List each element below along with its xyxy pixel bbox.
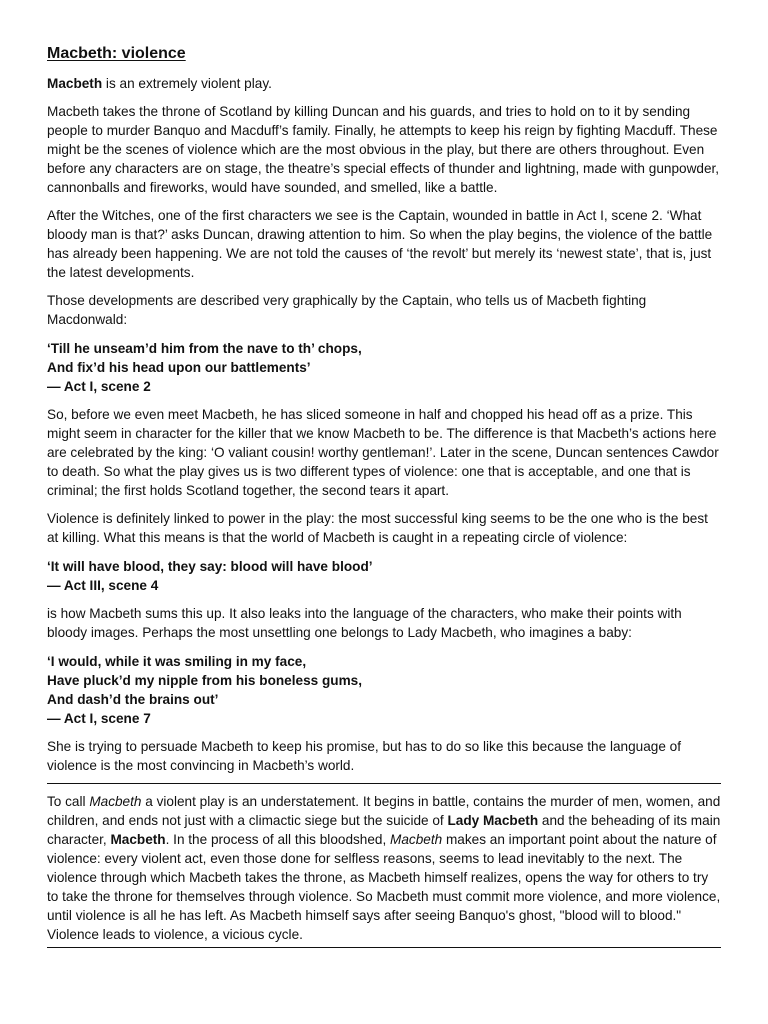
summary-play-title-1: Macbeth: [89, 794, 142, 809]
summary-macbeth: Macbeth: [110, 832, 166, 847]
summary-text-3: and the beheading of its main character,: [47, 813, 721, 847]
quote-1-citation: — Act I, scene 2: [47, 379, 151, 394]
paragraph-1: Macbeth takes the throne of Scotland by killing Duncan and his guards, and tries to hold on to it by sending people to murder Banquo and Macduff’s family. Finally, he attempts to keep his reign by fighting Macduff. These might be the scenes of violence which are the most obvious in the play, but there are others throughout. Even before any characters are on stage, the theatre’s special effects of thunder and lightning, made with gunpowder, cannonballs and fireworks, would have sounded, and smelled, like a battle.: [47, 104, 720, 195]
summary-text-4: . In the process of all this bloodshed,: [165, 832, 391, 847]
summary-text-5: makes an important point about the nature of violence: every violent act, even those done for selfless reasons, seems to lead inevitably to the next. The violence through which Macbeth takes the throne, as Macbeth himself realizes, opens the way for others to try to take the throne for themselves through violence. So Macbeth must commit more violence, and more violence, until violence is all he has left. As Macbeth himself says after seeing Banquo's ghost, "blood will to blood." Violence leads to violence, a vicious cycle.: [47, 832, 721, 942]
intro-text: is an extremely violent play.: [102, 76, 272, 91]
paragraph-5: Violence is definitely linked to power in the play: the most successful king seems to be the one who is the best at killing. What this means is that the world of Macbeth is caught in a repeating circle of violence:: [47, 511, 708, 545]
quote-block-2: [47, 557, 721, 595]
paragraph-4: So, before we even meet Macbeth, he has sliced someone in half and chopped his head off as a prize. This might seem in character for the killer that we know Macbeth to be. The difference is that Macbeth’s actions here are celebrated by the king: ‘O valiant cousin! worthy gentleman!’. Later in the scene, Duncan sentences Cawdor to death. So what the play gives us is two different types of violence: one that is acceptable, and one that is criminal; the first holds Scotland together, the second tears it apart.: [47, 407, 719, 498]
quote-3-line-1: ‘I would, while it was smiling in my face,: [47, 654, 307, 669]
section-divider: [47, 783, 721, 784]
summary-lady-macbeth: Lady Macbeth: [447, 813, 539, 828]
quote-3-line-2: Have pluck’d my nipple from his boneless gums,: [47, 673, 362, 688]
paragraph-2: After the Witches, one of the first characters we see is the Captain, wounded in battle in Act I, scene 2. ‘What bloody man is that?’ asks Duncan, drawing attention to him. So when the play begins, the violence of the battle has already been happening. We are not told the causes of ‘the revolt’ but merely its ‘newest state’, that is, just the latest developments.: [47, 208, 713, 280]
quote-3-line-3: And dash’d the brains out’: [47, 692, 219, 707]
intro-bold-title: Macbeth: [47, 76, 103, 91]
quote-1-line-1: ‘Till he unseam’d him from the nave to th’ chops,: [47, 341, 362, 356]
paragraph-3: Those developments are described very graphically by the Captain, who tells us of Macbeth fighting Macdonwald:: [47, 293, 647, 327]
summary-text-2: a violent play is an understatement. It begins in battle, contains the murder of men, women, and children, and ends not just with a climactic siege but the suicide of: [47, 794, 721, 828]
bottom-divider: [47, 947, 721, 948]
paragraph-6: is how Macbeth sums this up. It also leaks into the language of the characters, who make their points with bloody images. Perhaps the most unsettling one belongs to Lady Macbeth, who imagines a baby:: [47, 606, 682, 640]
summary-text-1: To call: [47, 794, 90, 809]
quote-1-line-2: And fix’d his head upon our battlements’: [47, 360, 311, 375]
paragraph-7: She is trying to persuade Macbeth to keep his promise, but has to do so like this because the language of violence is the most convincing in Macbeth’s world.: [47, 739, 682, 773]
summary-paragraph: [47, 792, 721, 944]
page-title: Macbeth: violence: [47, 45, 186, 62]
intro-paragraph: [47, 74, 721, 93]
summary-play-title-2: Macbeth: [390, 832, 443, 847]
quote-block-3: [47, 652, 721, 728]
quote-2-citation: — Act III, scene 4: [47, 578, 159, 593]
quote-3-citation: — Act I, scene 7: [47, 711, 151, 726]
quote-2-line-1: ‘It will have blood, they say: blood will have blood’: [47, 559, 373, 574]
quote-block-1: [47, 339, 721, 396]
